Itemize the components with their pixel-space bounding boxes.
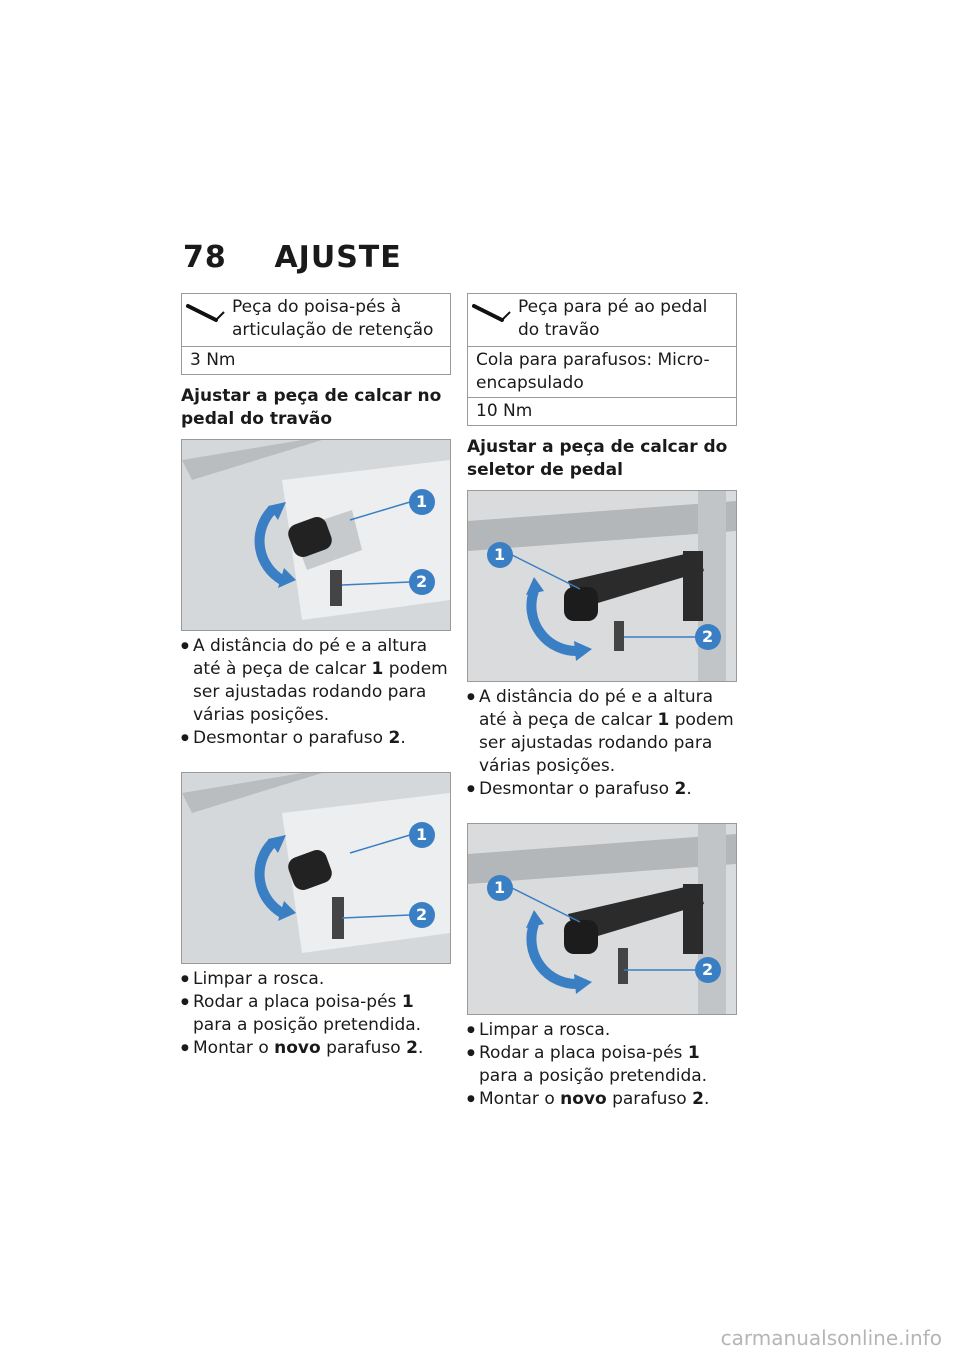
right-column <box>467 293 737 1111</box>
steps-list-b <box>181 968 451 1060</box>
spec-value: 3 Nm <box>182 346 450 374</box>
page-title: AJUSTE <box>274 240 402 275</box>
callout-1: 1 <box>416 825 428 844</box>
callout-2: 2 <box>416 905 428 924</box>
steps-list-a <box>181 635 451 750</box>
shift-pedal-figure-2 <box>467 823 737 1015</box>
step-item: ● Limpar a rosca. <box>181 968 451 991</box>
watermark: carmanualsonline.info <box>720 1326 942 1350</box>
torque-wrench-icon <box>472 296 518 342</box>
left-column <box>181 293 451 1060</box>
spec-value: 10 Nm <box>468 397 736 425</box>
step-item: ● Desmontar o parafuso 2. <box>181 727 451 750</box>
callout-1: 1 <box>494 545 506 564</box>
brake-pedal-figure-2 <box>181 772 451 964</box>
steps-list-b <box>467 1019 737 1111</box>
step-item: ● Rodar a placa poisa-pés 1 para a posição pretendida. <box>467 1042 737 1088</box>
step-item: ● Montar o novo parafuso 2. <box>181 1037 451 1060</box>
callout-1: 1 <box>494 878 506 897</box>
torque-wrench-icon <box>186 296 232 342</box>
step-item: ● Limpar a rosca. <box>467 1019 737 1042</box>
callout-2: 2 <box>702 627 714 646</box>
torque-spec-table <box>467 293 737 426</box>
callout-1: 1 <box>416 492 428 511</box>
torque-spec-table <box>181 293 451 375</box>
spec-header <box>182 294 450 346</box>
section-title: Ajustar a peça de calcar do seletor de pedal <box>467 437 728 480</box>
callout-2: 2 <box>702 960 714 979</box>
spec-title: Peça para pé ao pedal do travão <box>518 297 708 340</box>
step-item: ● Desmontar o parafuso 2. <box>467 778 737 801</box>
callout-2: 2 <box>416 572 428 591</box>
step-item: ● A distância do pé e a altura até à peça de calcar 1 podem ser ajustadas rodando para várias posições. <box>181 635 451 727</box>
shift-pedal-figure-1 <box>467 490 737 682</box>
spec-title: Peça do poisa-pés à articulação de retenção <box>232 297 434 340</box>
spec-adhesive: Cola para parafusos: Micro-encapsulado <box>468 346 736 397</box>
step-item: ● Rodar a placa poisa-pés 1 para a posição pretendida. <box>181 991 451 1037</box>
spec-header <box>468 294 736 346</box>
step-item: ● Montar o novo parafuso 2. <box>467 1088 737 1111</box>
page-header <box>183 240 402 275</box>
page-number: 78 <box>183 240 227 275</box>
brake-pedal-figure-1 <box>181 439 451 631</box>
steps-list-a <box>467 686 737 801</box>
section-title: Ajustar a peça de calcar no pedal do travão <box>181 386 442 429</box>
step-item: ● A distância do pé e a altura até à peça de calcar 1 podem ser ajustadas rodando para várias posições. <box>467 686 737 778</box>
